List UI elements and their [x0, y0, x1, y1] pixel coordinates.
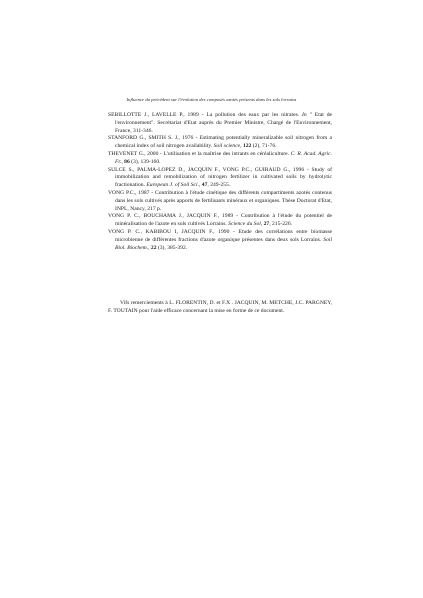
- running-header: Influence du précédent sur l'évolution des composés azotés présents dans les sols lorrains: [126, 97, 297, 102]
- reference-item: VONG P.C., 1987 - Contribution à l'étude cinétique des différents compartiments azotés contenus dans les sols cultivés après apports de fertilisants minéraux et organiques. Thèse Doctorat d'Etat, INPL, Nancy, 217 p.: [108, 189, 332, 212]
- reference-list: [108, 112, 332, 252]
- reference-item: SULCE S., PALMA-LOPEZ D., JACQUIN F., VONG P.C., GUIRAUD G., 1996 - Study of immobilization and remobilization of nitrogen fertilizer in cultivated soils by hydrolytic fractionation. European J. of Soil Sci., 47, 249-255.: [108, 166, 332, 189]
- reference-item: VONG P. C., BOUCHAMA J., JACQUIN F., 1989 - Contribution à l'étude du potentiel de minéralisation de l'azote en sols cultivés Lorrains. Science du Sol, 27, 215-226.: [108, 213, 332, 228]
- reference-item: VONG P. C., KABIBOU I, JACQUIN F., 1990 - Etude des corrélations entre biomasse microbienne de différentes fractions d'azote organique présentes dans deux sols Lorrains. Soil Biol. Biochem., 22 (3), 385-392.: [108, 228, 332, 251]
- acknowledgement-paragraph: Vifs remerciements à L. FLORENTIN, D. et F.X . JACQUIN, M. METCHE, J.C. PARGNEY, F. TOUTAIN pour l'aide efficace concernant la mise en forme de ce document.: [108, 300, 332, 314]
- reference-item: STANFORD G., SMITH S. J., 1976 - Estimating potentially mineralizable soil nitrogen from a chemical index of soil nitrogen availability. Soil science, 122 (2), 71-76.: [108, 135, 332, 150]
- reference-item: SEBILLOTTE J., LAVELLE P., 1989 - La pollution des eaux par les nitrates. In " Etat de l'environnement". Secrétariat d'Etat auprès du Premier Ministre, Chargé de l'Environnement, France, 311-346.: [108, 112, 332, 134]
- reference-item: THEVENET G., 2000 - L'utilisation et la maîtrise des intrants en céréaliculture. C. R. Acad. Agric. Fr., 86 (3), 139-160.: [108, 150, 332, 165]
